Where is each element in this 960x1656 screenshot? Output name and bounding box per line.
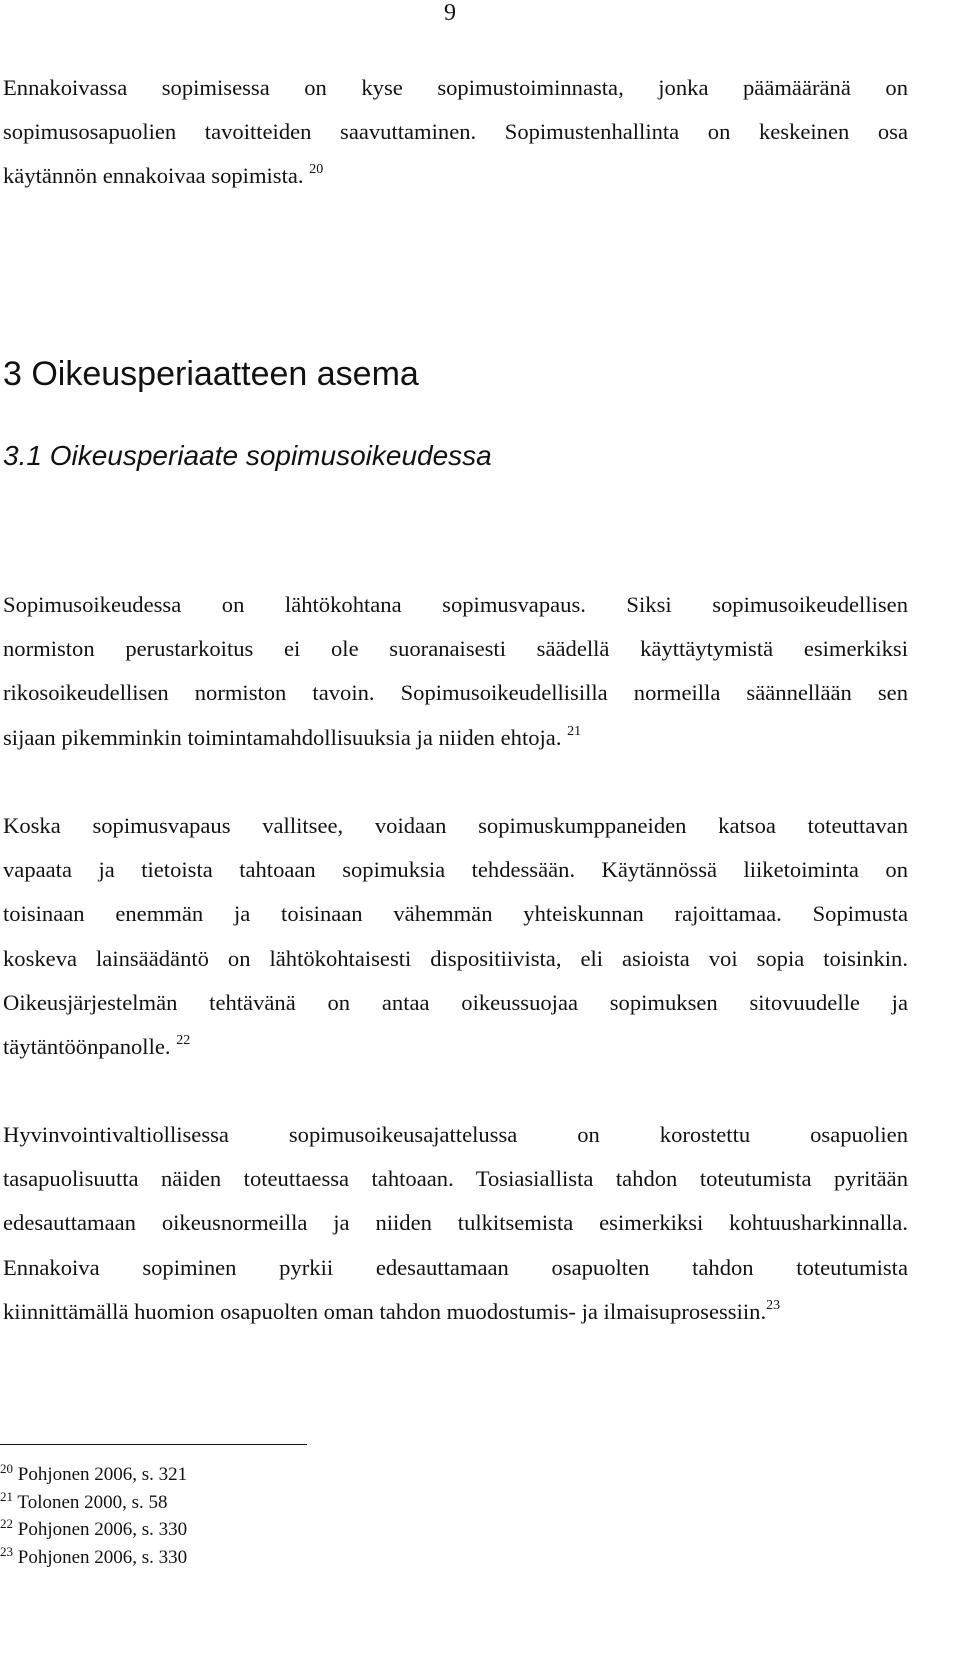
text-line: tasapuolisuutta näiden toteuttaessa tahtoaan. Tosiasiallista tahdon toteutumista pyritään <box>3 1166 908 1192</box>
chapter-heading: 3 Oikeusperiaatteen asema <box>3 355 419 393</box>
text-line: Ennakoiva sopiminen pyrkii edesauttamaan osapuolten tahdon toteutumista <box>3 1254 908 1280</box>
text-line: vapaata ja tietoista tahtoaan sopimuksia tehdessään. Käytännössä liiketoiminta on <box>3 857 908 883</box>
text-line: koskeva lainsäädäntö on lähtökohtaisesti dispositiivista, eli asioista voi sopia toisinkin. <box>3 945 908 971</box>
footnote-ref: 22 <box>176 1032 191 1048</box>
footnote-text: Pohjonen 2006, s. 321 <box>17 1464 188 1485</box>
text-line: Oikeusjärjestelmän tehtävänä on antaa oikeussuojaa sopimuksen sitovuudelle ja <box>3 989 908 1015</box>
footnote-ref: 21 <box>567 723 582 739</box>
text-line <box>3 1290 908 1334</box>
paragraph-3 <box>3 1113 908 1334</box>
text-line: Koska sopimusvapaus vallitsee, voidaan sopimuskumppaneiden katsoa toteuttavan <box>3 813 908 838</box>
text-line-content: sijaan pikemminkin toimintamahdollisuuksia ja niiden ehtoja. <box>3 724 562 750</box>
page-number: 9 <box>444 0 456 26</box>
footnote-number: 22 <box>0 1516 13 1531</box>
footnote-number: 23 <box>0 1543 13 1559</box>
text-line-content: kiinnittämällä huomion osapuolten oman tahdon muodostumis- ja ilmaisuprosessiin. <box>3 1298 767 1324</box>
text-line-content: käytännön ennakoivaa sopimista. <box>3 163 304 189</box>
intro-paragraph <box>3 66 908 199</box>
text-line-content: täytäntöönpanolle. <box>3 1033 171 1059</box>
footnote <box>0 1545 187 1573</box>
text-line <box>3 154 908 198</box>
footnote-ref: 20 <box>309 162 324 178</box>
footnote-ref: 23 <box>766 1297 781 1313</box>
footnote-number: 21 <box>0 1488 13 1504</box>
footnote-text: Tolonen 2000, s. 58 <box>17 1491 168 1513</box>
text-line: edesauttamaan oikeusnormeilla ja niiden tulkitsemista esimerkiksi kohtuusharkinnalla. <box>3 1210 908 1236</box>
paragraph-2 <box>3 804 908 1069</box>
footnotes <box>0 1462 187 1572</box>
text-line: sopimusosapuolien tavoitteiden saavuttaminen. Sopimustenhallinta on keskeinen osa <box>3 119 908 145</box>
footnote <box>0 1490 187 1518</box>
text-line: Sopimusoikeudessa on lähtökohtana sopimusvapaus. Siksi sopimusoikeudellisen <box>3 592 908 617</box>
text-line <box>3 1025 908 1069</box>
text-line: rikosoikeudellisen normiston tavoin. Sopimusoikeudellisilla normeilla säännellään sen <box>3 680 908 706</box>
text-line: Hyvinvointivaltiollisessa sopimusoikeusajattelussa on korostettu osapuolien <box>3 1122 908 1147</box>
text-line: toisinaan enemmän ja toisinaan vähemmän yhteiskunnan rajoittamaa. Sopimusta <box>3 901 908 927</box>
footnote-divider <box>0 1444 307 1445</box>
text-line: Ennakoivassa sopimisessa on kyse sopimustoiminnasta, jonka päämääränä on <box>3 75 908 100</box>
footnote <box>0 1462 187 1490</box>
footnote <box>0 1517 187 1545</box>
text-line <box>3 716 908 760</box>
paragraph-1 <box>3 583 908 760</box>
section-heading: 3.1 Oikeusperiaate sopimusoikeudessa <box>3 440 492 471</box>
footnote-text: Pohjonen 2006, s. 330 <box>17 1519 188 1540</box>
text-line: normiston perustarkoitus ei ole suoranaisesti säädellä käyttäytymistä esimerkiksi <box>3 636 908 662</box>
footnote-text: Pohjonen 2006, s. 330 <box>17 1546 188 1568</box>
footnote-number: 20 <box>0 1461 13 1476</box>
